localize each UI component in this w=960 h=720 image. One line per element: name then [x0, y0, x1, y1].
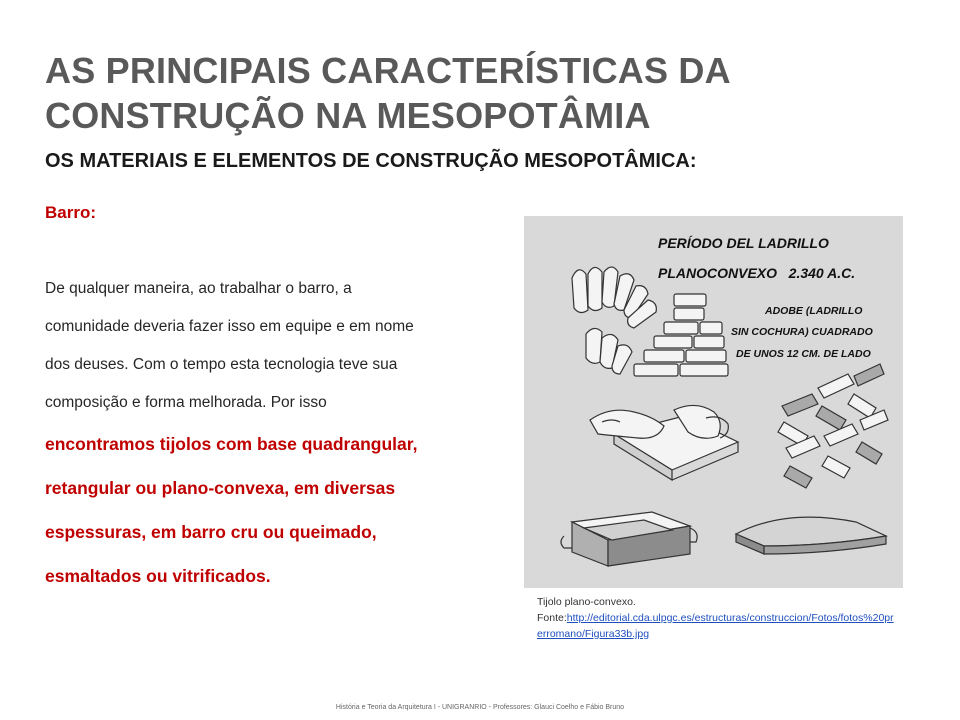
footer-text: História e Teoria da Arquitetura I - UNIGRANRIO - Professores: Glauci Coelho e Fábio Bruno — [335, 704, 625, 711]
brick-illustration — [524, 216, 903, 588]
section-heading: Barro: — [45, 203, 97, 222]
slide-subtitle: OS MATERIAIS E ELEMENTOS DE CONSTRUÇÃO MESOPOTÂMICA: — [45, 150, 697, 172]
body-text — [45, 270, 515, 598]
figure-heading-line2: PLANOCONVEXO 2.340 A.C. — [658, 265, 856, 281]
body-line: De qualquer maneira, ao trabalhar o barro, a — [45, 280, 352, 297]
caption-source-label: Fonte: — [537, 612, 567, 624]
caption-line: Tijolo plano-convexo. — [537, 596, 636, 608]
highlight-line: espessuras, em barro cru ou queimado, — [45, 522, 377, 542]
wall-sketch — [572, 267, 728, 376]
planoconvex-brick-sketch — [736, 517, 886, 554]
figure-note-line2: SIN COCHURA) CUADRADO — [731, 326, 873, 338]
body-line: composição e forma melhorada. Por isso — [45, 394, 327, 411]
slide-title: AS PRINCIPAIS CARACTERÍSTICAS DA CONSTRUÇÃO NA MESOPOTÂMIA — [45, 50, 730, 136]
herringbone-sketch — [778, 364, 888, 488]
figure-note-line3: DE UNOS 12 CM. DE LADO — [736, 348, 871, 360]
body-line: comunidade deveria fazer isso em equipe e em nome — [45, 318, 414, 335]
figure-note-line1: ADOBE (LADRILLO — [765, 305, 863, 317]
highlight-line: encontramos tijolos com base quadrangular, — [45, 434, 418, 454]
hands-sketch — [590, 405, 738, 480]
figure-heading-line1: PERÍODO DEL LADRILLO — [658, 235, 829, 251]
source-link[interactable]: http://editorial.cda.ulpgc.es/estructuras/construccion/Fotos/fotos%20prerromano/Figura33b.jpg — [537, 612, 894, 640]
mould-sketch — [561, 512, 697, 566]
highlight-line: esmaltados ou vitrificados. — [45, 566, 271, 586]
highlight-line: retangular ou plano-convexa, em diversas — [45, 478, 396, 498]
figure-caption — [537, 594, 897, 642]
body-line: dos deuses. Com o tempo esta tecnologia teve sua — [45, 356, 398, 373]
